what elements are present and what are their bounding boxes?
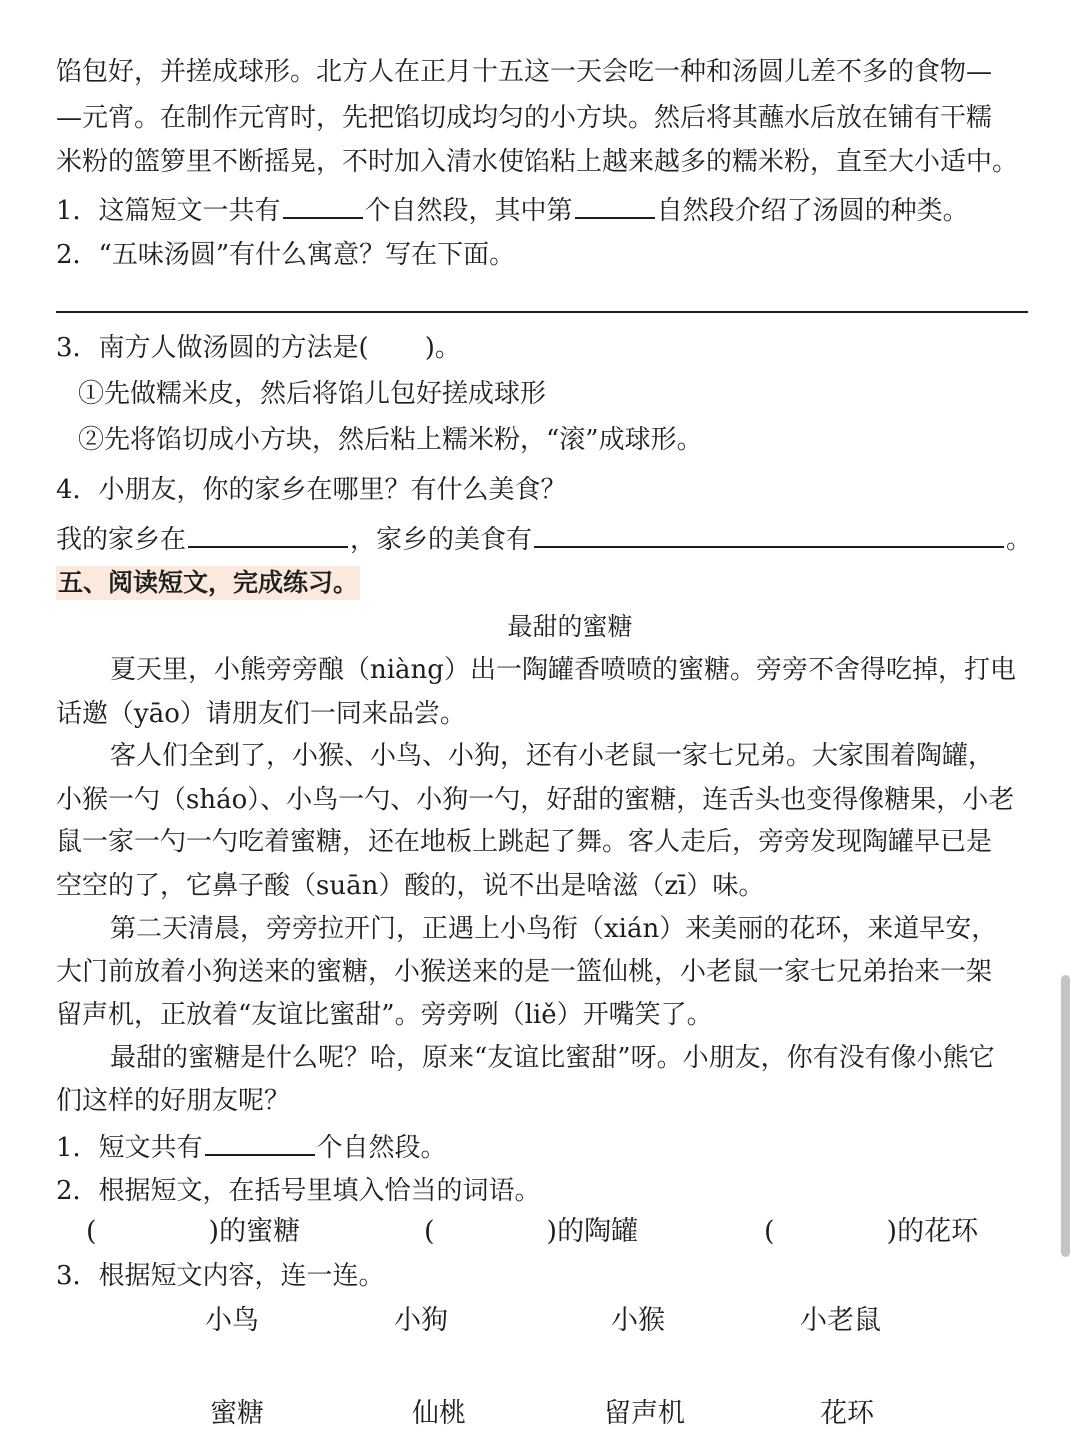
question-4-answer bbox=[56, 522, 1036, 556]
answer-blank[interactable] bbox=[283, 193, 363, 219]
scrollbar-thumb[interactable] bbox=[1061, 975, 1070, 1257]
question-1 bbox=[56, 193, 1036, 227]
option-1: ①先做糯米皮，然后将馅儿包好搓成球形 bbox=[78, 379, 547, 409]
question-text: 我的家乡在 bbox=[56, 525, 187, 555]
option-2: ②先将馅切成小方块，然后粘上糯米粉，“滚”成球形。 bbox=[78, 425, 703, 455]
question-text: 1．这篇短文一共有 bbox=[56, 196, 281, 226]
question-text: 1．短文共有 bbox=[56, 1133, 203, 1163]
match-bottom-item[interactable]: 蜜糖 bbox=[210, 1398, 264, 1429]
passage-line: 夏天里，小熊旁旁酿（niàng）出一陶罐香喷喷的蜜糖。旁旁不舍得吃掉，打电 bbox=[110, 655, 1016, 685]
passage-line: 米粉的篮箩里不断摇晃，不时加入清水使馅粘上越来越多的糯米粉，直至大小适中。 bbox=[56, 147, 1019, 177]
answer-blank[interactable] bbox=[205, 1130, 315, 1156]
question-text: ，家乡的美食有 bbox=[350, 525, 533, 555]
section-heading-highlight bbox=[56, 566, 360, 600]
paren-item-2: ( )的陶罐 bbox=[424, 1216, 639, 1247]
question-text: 个自然段。 bbox=[316, 1133, 447, 1163]
passage-line: 话邀（yāo）请朋友们一同来品尝。 bbox=[56, 699, 466, 729]
passage-line: 留声机，正放着“友谊比蜜甜”。旁旁咧（liě）开嘴笑了。 bbox=[56, 1000, 713, 1030]
passage-title: 最甜的蜜糖 bbox=[507, 612, 633, 641]
section-heading: 五、阅读短文，完成练习。 bbox=[58, 568, 359, 597]
match-bottom-item[interactable]: 仙桃 bbox=[412, 1398, 466, 1429]
answer-blank[interactable] bbox=[534, 522, 1004, 548]
passage-line: 最甜的蜜糖是什么呢？哈，原来“友谊比蜜甜”呀。小朋友，你有没有像小熊它 bbox=[110, 1043, 995, 1073]
passage-line: 空空的了，它鼻子酸（suān）酸的，说不出是啥滋（zī）味。 bbox=[56, 871, 765, 901]
answer-blank[interactable] bbox=[575, 193, 655, 219]
match-bottom-item[interactable]: 花环 bbox=[820, 1398, 874, 1429]
passage-line: —元宵。在制作元宵时，先把馅切成均匀的小方块。然后将其蘸水后放在铺有干糯 bbox=[56, 103, 993, 133]
match-top-item[interactable]: 小鸟 bbox=[205, 1305, 259, 1336]
paren-item-3: ( )的花环 bbox=[764, 1216, 979, 1247]
answer-blank[interactable] bbox=[188, 522, 348, 548]
question-3 bbox=[56, 332, 1036, 364]
match-top-item[interactable]: 小老鼠 bbox=[800, 1305, 881, 1336]
match-top-item[interactable]: 小狗 bbox=[394, 1305, 448, 1336]
question-text: 3．南方人做汤圆的方法是( bbox=[56, 333, 369, 363]
passage-line: 馅包好，并搓成球形。北方人在正月十五这一天会吃一种和汤圆儿差不多的食物— bbox=[56, 57, 993, 87]
question-2: 2．“五味汤圆”有什么寓意？写在下面。 bbox=[56, 240, 516, 270]
section5-question-3: 3．根据短文内容，连一连。 bbox=[56, 1261, 385, 1291]
question-text: 个自然段，其中第 bbox=[364, 196, 573, 226]
passage-line: 客人们全到了，小猴、小鸟、小狗，还有小老鼠一家七兄弟。大家围着陶罐， bbox=[110, 741, 995, 771]
section5-question-2: 2．根据短文，在括号里填入恰当的词语。 bbox=[56, 1176, 541, 1206]
passage-line: 鼠一家一勺一勺吃着蜜糖，还在地板上跳起了舞。客人走后，旁旁发现陶罐早已是 bbox=[56, 827, 993, 857]
paren-item-1: ( )的蜜糖 bbox=[86, 1216, 301, 1247]
match-top-item[interactable]: 小猴 bbox=[611, 1305, 665, 1336]
question-4: 4．小朋友，你的家乡在哪里？有什么美食？ bbox=[56, 475, 567, 505]
question-text: 。 bbox=[1006, 525, 1033, 555]
section5-question-1 bbox=[56, 1130, 1036, 1164]
passage-line: 第二天清晨，旁旁拉开门，正遇上小鸟衔（xián）来美丽的花环，来道早安， bbox=[110, 914, 998, 944]
passage-line: 们这样的好朋友呢？ bbox=[56, 1086, 291, 1116]
answer-line[interactable] bbox=[56, 311, 1028, 313]
question-text: 自然段介绍了汤圆的种类。 bbox=[656, 196, 969, 226]
passage-line: 大门前放着小狗送来的蜜糖，小猴送来的是一篮仙桃，小老鼠一家七兄弟抬来一架 bbox=[56, 957, 993, 987]
passage-line: 小猴一勺（sháo）、小鸟一勺、小狗一勺，好甜的蜜糖，连舌头也变得像糖果，小老 bbox=[56, 785, 1015, 815]
match-bottom-item[interactable]: 留声机 bbox=[604, 1398, 685, 1429]
question-text: )。 bbox=[424, 333, 461, 363]
